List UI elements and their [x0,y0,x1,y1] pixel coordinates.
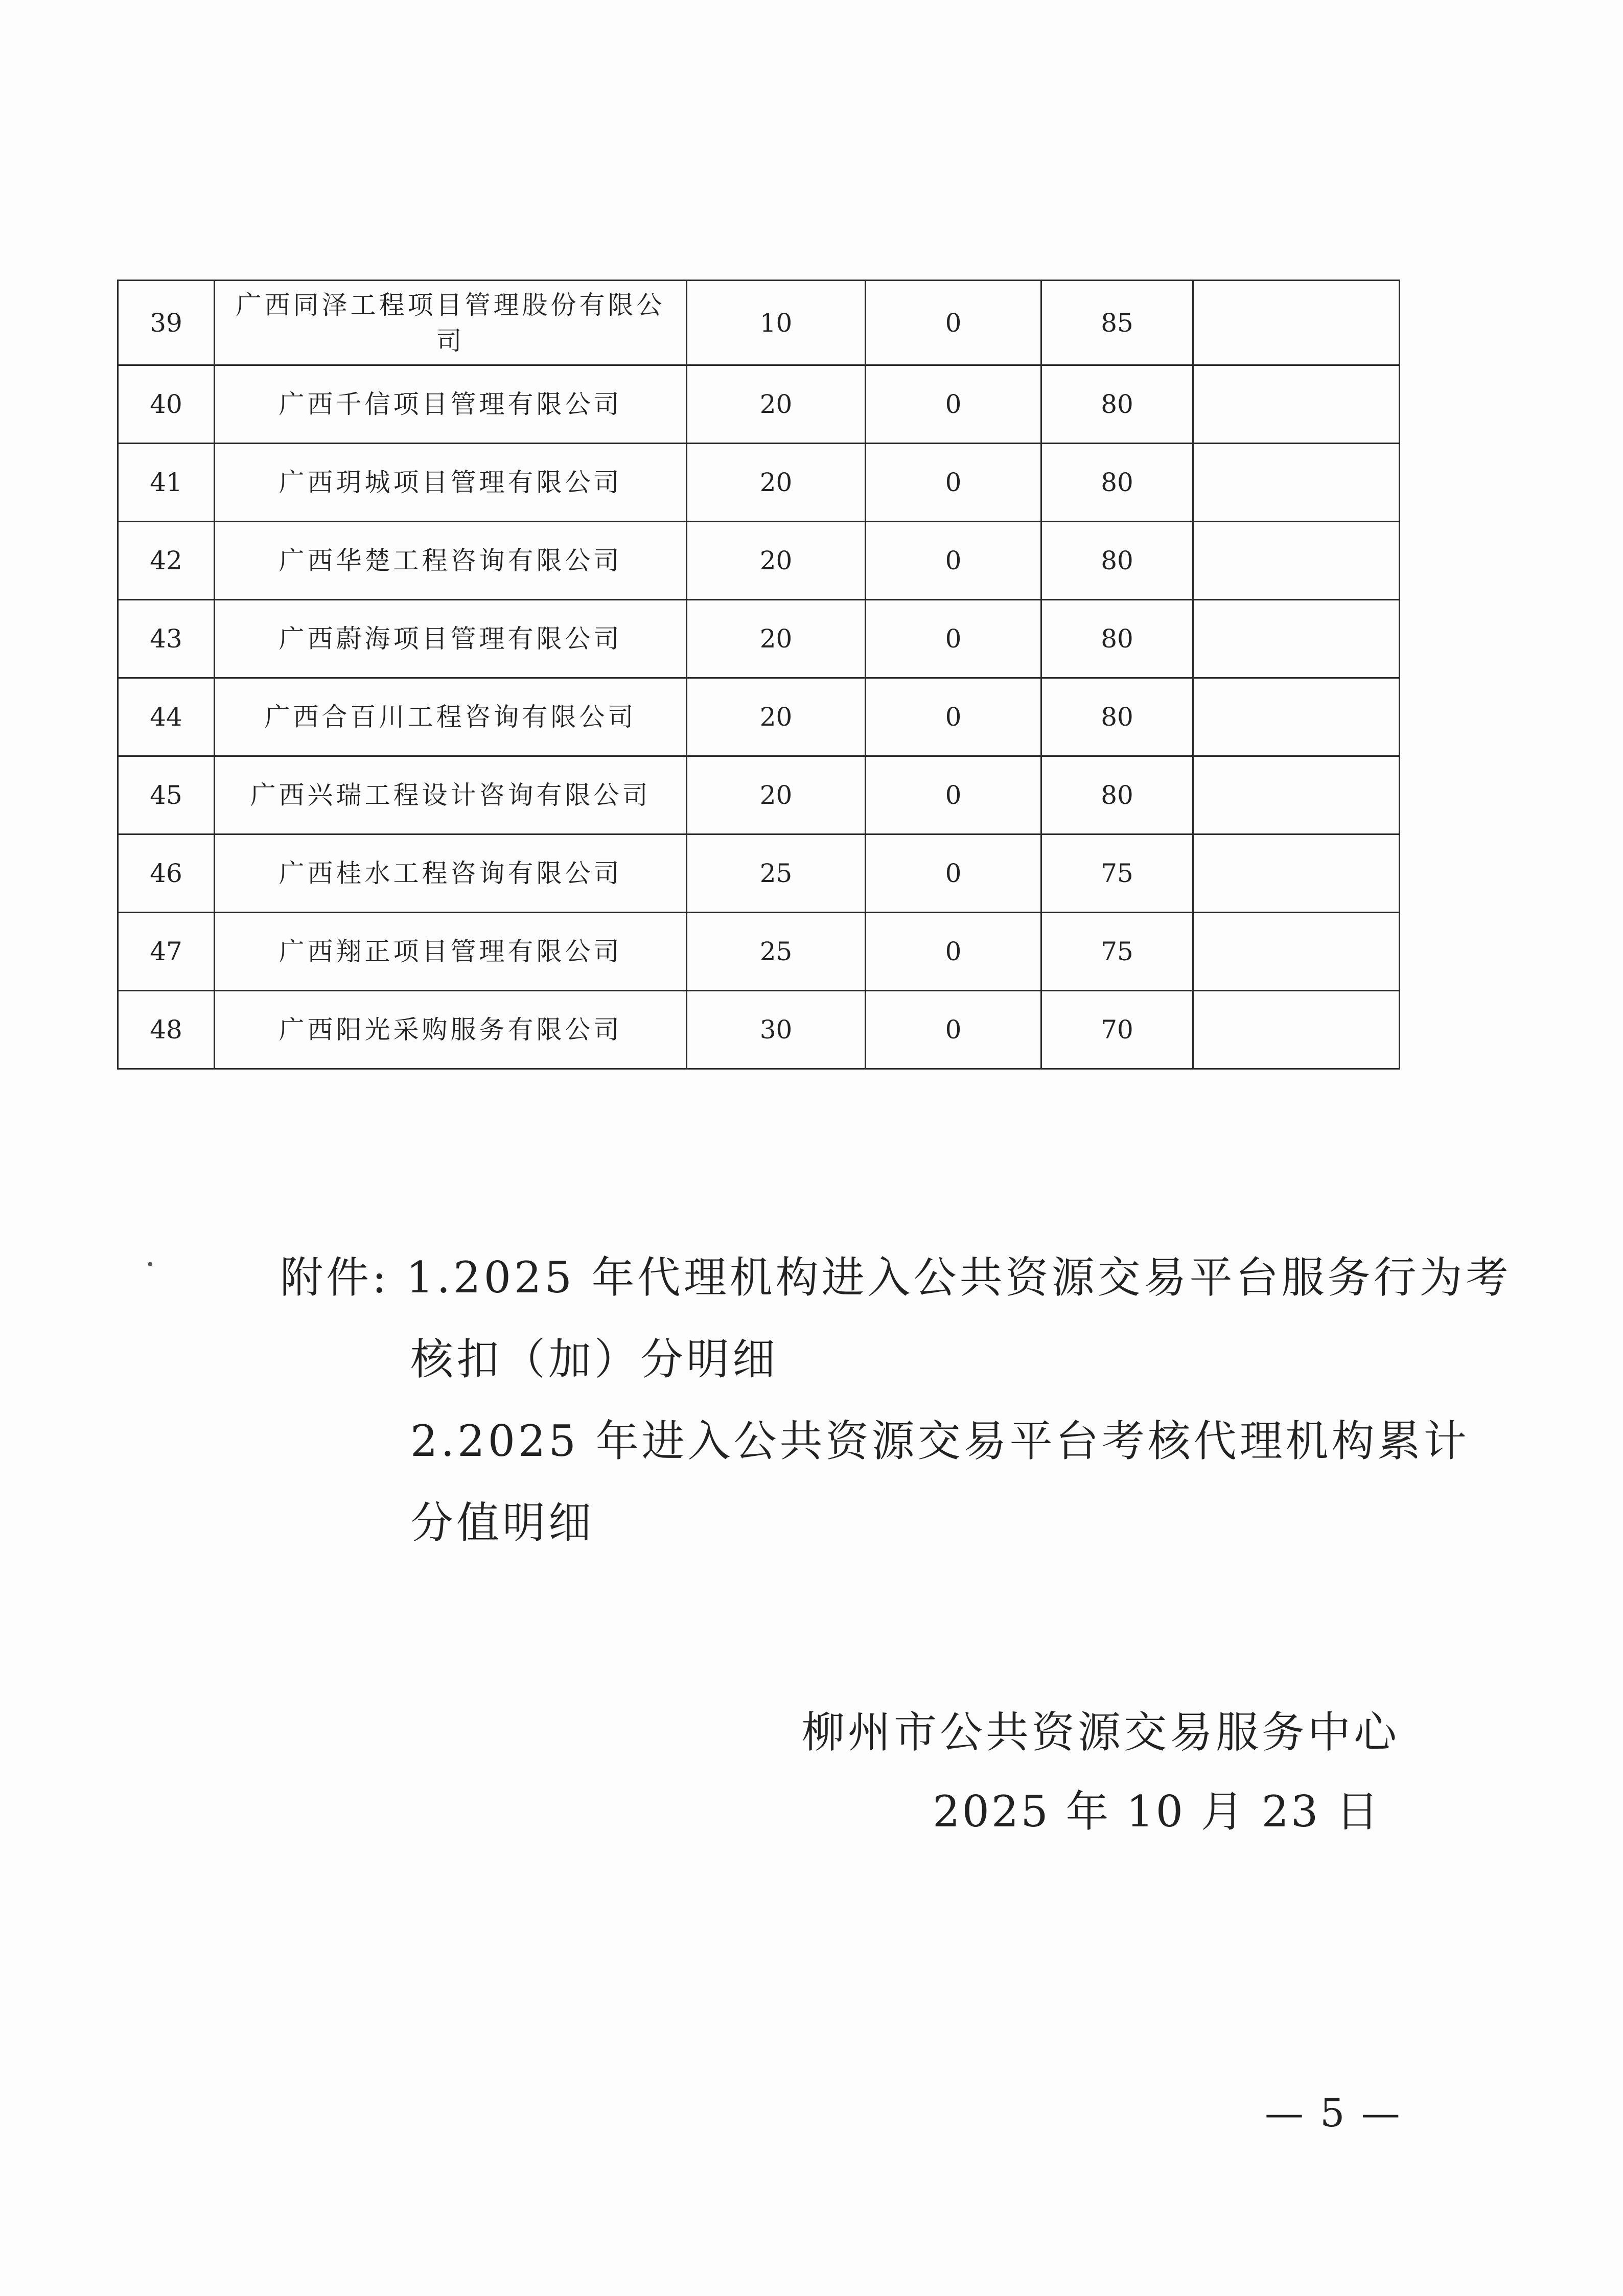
agency-name-cell: 广西兴瑞工程设计咨询有限公司 [215,756,687,834]
agency-name-cell: 广西翔正项目管理有限公司 [215,913,687,991]
agency-name-cell: 广西蔚海项目管理有限公司 [215,600,687,678]
attachment-note [280,1237,1512,1564]
total-score-cell: 75 [1041,913,1193,991]
add-points-cell: 0 [866,991,1041,1069]
remark-cell [1193,991,1400,1069]
score-table-body [118,281,1400,1069]
total-score-cell: 80 [1041,678,1193,756]
remark-cell [1193,678,1400,756]
agency-name-cell: 广西阳光采购服务有限公司 [215,991,687,1069]
deduct-points-cell: 20 [687,365,866,444]
deduct-points-cell: 10 [687,281,866,365]
agency-name-cell: 广西华楚工程咨询有限公司 [215,522,687,600]
agency-name-cell: 广西合百川工程咨询有限公司 [215,678,687,756]
deduct-points-cell: 20 [687,600,866,678]
add-points-cell: 0 [866,756,1041,834]
total-score-cell: 80 [1041,756,1193,834]
row-number-cell: 46 [118,834,215,913]
row-number-cell: 47 [118,913,215,991]
table-row [118,991,1400,1069]
add-points-cell: 0 [866,834,1041,913]
row-number-cell: 41 [118,444,215,522]
row-number-cell: 44 [118,678,215,756]
deduct-points-cell: 20 [687,756,866,834]
row-number-cell: 39 [118,281,215,365]
agency-name-cell: 广西同泽工程项目管理股份有限公司 [215,281,687,365]
scan-speck: • [146,1256,155,1274]
attachment-line-3: 2.2025 年进入公共资源交易平台考核代理机构累计 [410,1416,1470,1466]
total-score-cell: 70 [1041,991,1193,1069]
table-row [118,678,1400,756]
attachment-line-2: 核扣（加）分明细 [410,1334,779,1384]
issue-date: 2025 年 10 月 23 日 [933,1787,1381,1837]
remark-cell [1193,444,1400,522]
table-row [118,365,1400,444]
remark-cell [1193,913,1400,991]
add-points-cell: 0 [866,522,1041,600]
deduct-points-cell: 25 [687,913,866,991]
add-points-cell: 0 [866,600,1041,678]
total-score-cell: 80 [1041,444,1193,522]
deduct-points-cell: 20 [687,678,866,756]
row-number-cell: 45 [118,756,215,834]
row-number-cell: 43 [118,600,215,678]
deduct-points-cell: 30 [687,991,866,1069]
deduct-points-cell: 25 [687,834,866,913]
agency-name-cell: 广西桂水工程咨询有限公司 [215,834,687,913]
remark-cell [1193,365,1400,444]
score-table [117,280,1400,1070]
table-row [118,281,1400,365]
add-points-cell: 0 [866,444,1041,522]
add-points-cell: 0 [866,913,1041,991]
total-score-cell: 80 [1041,365,1193,444]
total-score-cell: 80 [1041,600,1193,678]
table-row [118,444,1400,522]
table-row [118,913,1400,991]
add-points-cell: 0 [866,365,1041,444]
attachment-line-1: 附件: 1.2025 年代理机构进入公共资源交易平台服务行为考 [280,1253,1512,1303]
agency-name-cell: 广西玥城项目管理有限公司 [215,444,687,522]
row-number-cell: 42 [118,522,215,600]
agency-name-cell: 广西千信项目管理有限公司 [215,365,687,444]
deduct-points-cell: 20 [687,522,866,600]
add-points-cell: 0 [866,281,1041,365]
row-number-cell: 40 [118,365,215,444]
deduct-points-cell: 20 [687,444,866,522]
table-row [118,834,1400,913]
remark-cell [1193,834,1400,913]
table-row [118,600,1400,678]
attachment-line-4: 分值明细 [410,1498,595,1548]
remark-cell [1193,281,1400,365]
remark-cell [1193,600,1400,678]
total-score-cell: 85 [1041,281,1193,365]
row-number-cell: 48 [118,991,215,1069]
table-row [118,522,1400,600]
table-row [118,756,1400,834]
remark-cell [1193,522,1400,600]
remark-cell [1193,756,1400,834]
total-score-cell: 80 [1041,522,1193,600]
add-points-cell: 0 [866,678,1041,756]
issuing-organization: 柳州市公共资源交易服务中心 [801,1707,1400,1757]
total-score-cell: 75 [1041,834,1193,913]
page-number: — 5 — [1265,2090,1402,2136]
